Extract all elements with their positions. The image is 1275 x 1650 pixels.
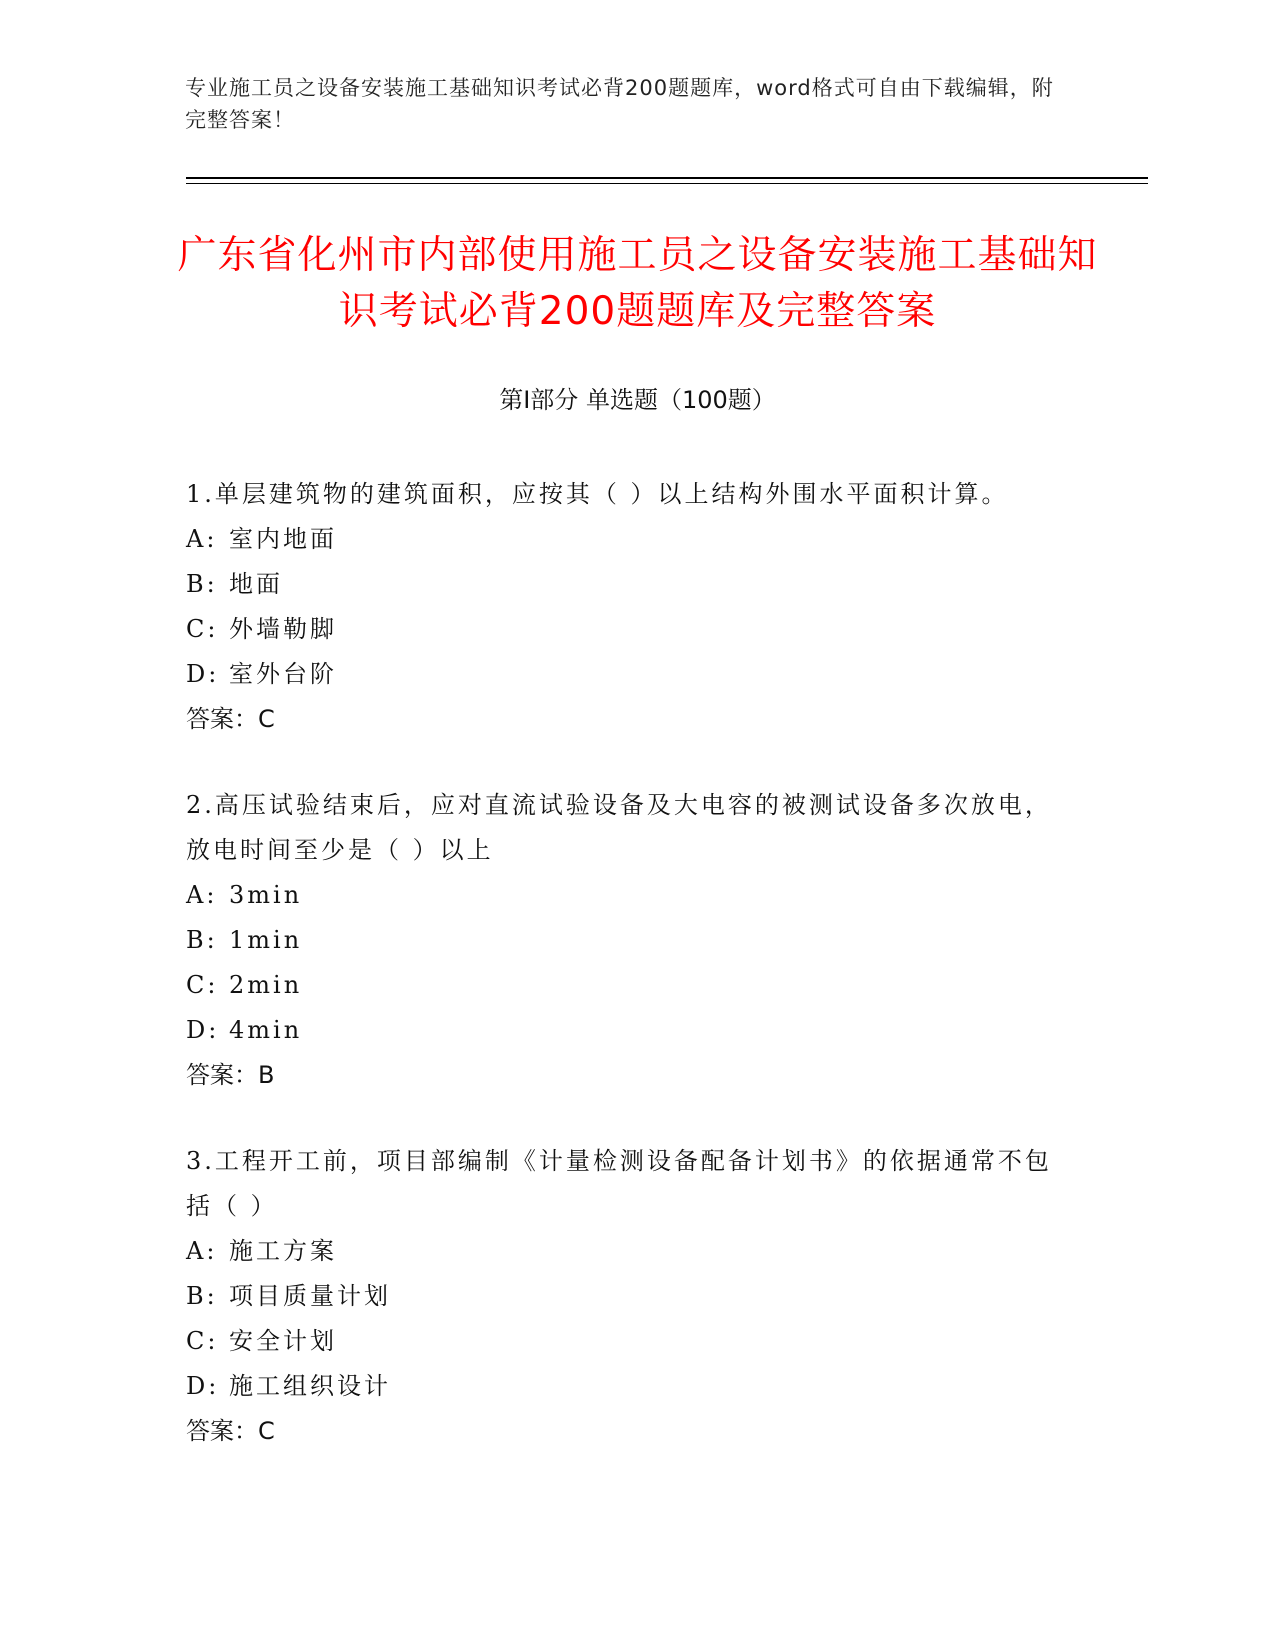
option-text: 4min (229, 1016, 303, 1044)
option-b (186, 918, 1066, 963)
option-key: B: (186, 1282, 218, 1310)
question-3 (186, 1139, 1066, 1454)
question-1 (186, 472, 1066, 742)
option-c (186, 607, 1066, 652)
question-stem: 1.单层建筑物的建筑面积，应按其（ ）以上结构外围水平面积计算。 (186, 480, 1009, 508)
answer-line: 答案：C (186, 705, 275, 733)
option-key: C: (186, 971, 219, 999)
document-title: 广东省化州市内部使用施工员之设备安装施工基础知识考试必背200题题库及完整答案 (177, 233, 1098, 334)
option-text: 室外台阶 (229, 660, 337, 688)
option-key: D: (186, 660, 220, 688)
question-2 (186, 783, 1066, 1098)
option-text: 施工方案 (229, 1237, 337, 1265)
question-stem: 2.高压试验结束后，应对直流试验设备及大电容的被测试设备多次放电，放电时间至少是（ ）以上 (186, 791, 1052, 864)
option-text: 外墙勒脚 (229, 615, 337, 643)
option-text: 安全计划 (229, 1327, 337, 1355)
option-key: B: (186, 570, 218, 598)
option-key: A: (186, 881, 218, 909)
option-b (186, 562, 1066, 607)
option-d (186, 1008, 1066, 1053)
option-key: A: (186, 1237, 218, 1265)
option-text: 2min (229, 971, 303, 999)
option-text: 施工组织设计 (229, 1372, 391, 1400)
option-text: 室内地面 (229, 525, 337, 553)
option-text: 3min (229, 881, 303, 909)
header-note: 专业施工员之设备安装施工基础知识考试必背200题题库，word格式可自由下载编辑，附完整答案！ (185, 76, 1054, 132)
header-rule-thick (186, 177, 1148, 179)
section-title: 第Ⅰ部分 单选题（100题） (499, 386, 776, 414)
option-key: B: (186, 926, 218, 954)
answer-line: 答案：C (186, 1417, 275, 1445)
option-key: D: (186, 1372, 220, 1400)
option-a (186, 1229, 1066, 1274)
option-text: 项目质量计划 (229, 1282, 391, 1310)
option-d (186, 652, 1066, 697)
option-d (186, 1364, 1066, 1409)
option-key: C: (186, 615, 219, 643)
option-a (186, 873, 1066, 918)
option-key: A: (186, 525, 218, 553)
header-rule-thin (186, 183, 1148, 184)
option-text: 1min (229, 926, 303, 954)
option-c (186, 1319, 1066, 1364)
option-key: D: (186, 1016, 220, 1044)
option-a (186, 517, 1066, 562)
question-stem: 3.工程开工前，项目部编制《计量检测设备配备计划书》的依据通常不包括（ ） (186, 1147, 1052, 1220)
question-list (186, 472, 1066, 1495)
option-c (186, 963, 1066, 1008)
option-text: 地面 (229, 570, 283, 598)
option-key: C: (186, 1327, 219, 1355)
option-b (186, 1274, 1066, 1319)
answer-line: 答案：B (186, 1061, 275, 1089)
